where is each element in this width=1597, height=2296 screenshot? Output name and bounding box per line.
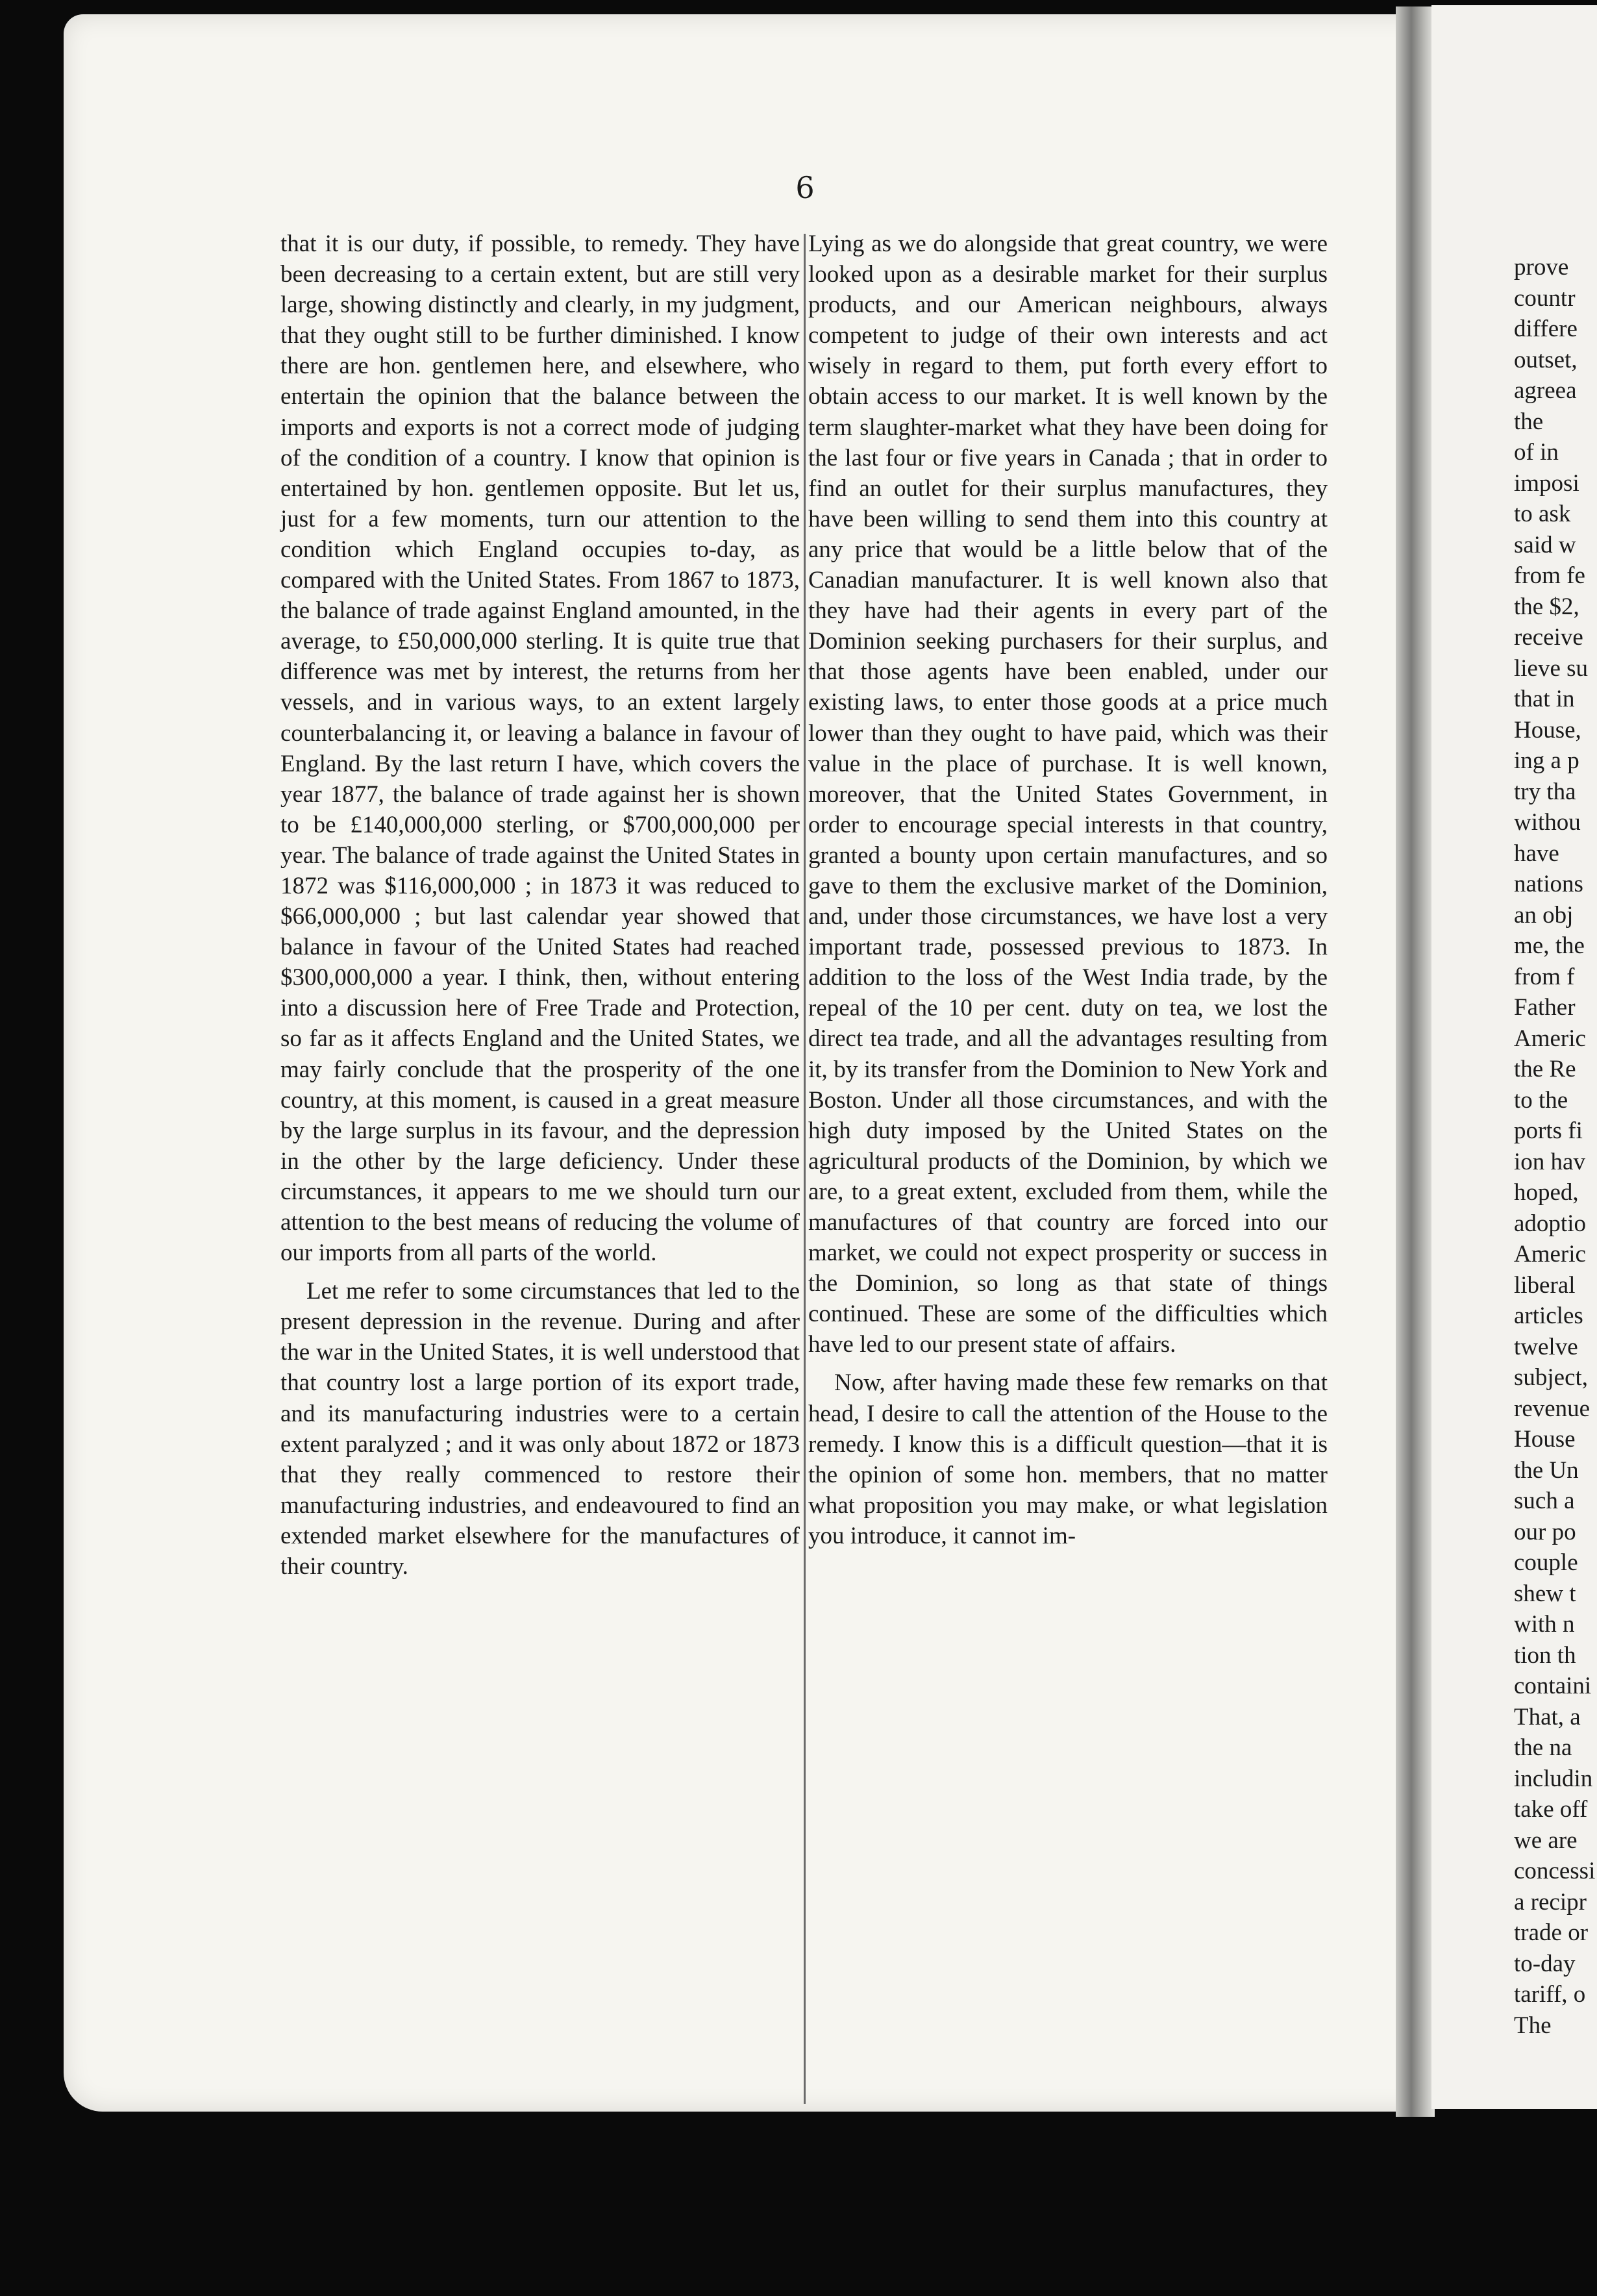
text-line-fragment: hoped, [1514,1179,1579,1206]
text-line-fragment: from fe [1514,562,1585,589]
text-line-fragment: articles [1514,1303,1583,1329]
text-line-fragment: receive [1514,624,1583,651]
text-line-fragment: containi [1514,1673,1592,1699]
text-line-fragment: That, a [1514,1703,1581,1730]
text-line-fragment: liberal [1514,1271,1576,1299]
text-line-fragment: differe [1514,316,1578,342]
text-line-fragment: trade or [1514,1919,1589,1946]
text-line-fragment: House, [1514,716,1581,743]
book-gutter [1396,6,1435,2117]
text-line-fragment: to-day [1514,1950,1576,1977]
text-line-fragment: nations [1514,871,1583,897]
paragraph: that it is our duty, if possible, to remedy. They have been decreasing to a certain extent, but are still very large, showing distinctly and clearly, in my judgment, that they ought still to be further diminished. I know there are hon. gentlemen here, and elsewhere, who entertain the opinion that the balance between the imports and exports is not a correct mode of judging of the condition of a country. I know that opinion is entertained by hon. gentlemen opposite. But let us, just for a few moments, turn our attention to the condition which England occupies to-day, as compared with the United States. From 1867 to 1873, the balance of trade against England amounted, in the average, to £50,000,000 sterling. It is quite true that difference was met by interest, the returns from her vessels, and in various ways, to an extent largely counterbalancing it, or leaving a balance in favour of England. By the last return I have, which covers the year 1877, the balance of trade against her is shown to be £140,000,000 sterling, or $700,000,000 per year. The balance of trade against the United States in 1872 was $116,000,000 ; in 1873 it was reduced to $66,000,000 ; but last calendar year showed that balance in favour of the United States had reached $300,000,000 a year. I think, then, without entering into a discussion here of Free Trade and Protection, so far as it affects England and the United States, we may fairly conclude that the prosperity of the one country, at this moment, is caused in a great measure by the large surplus in its favour, and the depression in the other by the large deficiency. Under these circumstances, it appears to me we should turn our attention to the best means of reducing the volume of our imports from all parts of the world. [280,231,800,1267]
text-line-fragment: an obj [1514,901,1574,929]
page-number: 6 [795,170,815,205]
text-line-fragment: try tha [1514,778,1576,805]
column-divider [804,234,806,2104]
text-line-fragment: includin [1514,1765,1593,1792]
text-line-fragment: agreea [1514,377,1577,404]
paragraph: Now, after having made these few remarks on that head, I desire to call the attention of the House to the remedy. I know this is a difficult question—that it is the opinion of some hon. members, that no matter what proposition you may make, or what legislation you introduce, it cannot im- [808,1369,1328,1549]
text-line-fragment: adoptio [1514,1210,1586,1237]
text-line-fragment: with n [1514,1611,1575,1638]
text-line-fragment: the [1514,408,1544,435]
text-line-fragment: have [1514,840,1559,867]
text-line-fragment: we are [1514,1827,1578,1854]
text-line-fragment: The [1514,2012,1552,2039]
text-line-fragment: twelve [1514,1333,1578,1360]
text-line-fragment: withou [1514,809,1581,836]
paragraph: Let me refer to some circumstances that led to the present depression in the revenue. During and after the war in the United States, it is well understood that that country lost a large portion of its export trade, and its manufacturing industries were to a certain extent paralyzed ; and it was only about 1872 or 1873 that they really commenced to restore their manufacturing industries, and endeavoured to find an extended market elsewhere for the manufactures of their country. [280,1278,800,1580]
text-line-fragment: imposi [1514,469,1579,497]
text-line-fragment: from f [1514,963,1575,990]
text-line-fragment: shew t [1514,1580,1576,1607]
text-line-fragment: Americ [1514,1241,1586,1267]
text-line-fragment: the $2, [1514,593,1579,620]
text-line-fragment: countr [1514,284,1576,312]
paragraph: Lying as we do alongside that great country, we were looked upon as a desirable market for their surplus products, and our American neighbours, always competent to judge of their own interests and act wisely in regard to them, put forth every effort to obtain access to our market. It is well known by the term slaughter-market what they have been doing for the last four or five years in Canada ; that in order to find an outlet for their surplus manufactures, they have been willing to send them into this country at any price that would be a little below that of the Canadian manufacturer. It is well known also that they have had their agents in every part of the Dominion seeking purchasers for their surplus, and that those agents have been enabled, under our existing laws, to enter those goods at a price much lower than they ought to have paid, which was their value in the place of purchase. It is well known, moreover, that the United States Government, in order to encourage special interests in that country, granted a bounty upon certain manufactures, and so gave to them the exclusive market of the Dominion, and, under those circumstances, we have lost a very important trade, possessed previous to 1873. In addition to the loss of the West India trade, by the repeal of the 10 per cent. duty on tea, we lost the direct tea trade, and all the advantages resulting from it, by its transfer from the Dominion to New York and Boston. Under all those circumstances, and with the high duty imposed by the United States on the agricultural products of the Dominion, by which we are, to a great extent, excluded from them, while the manufactures of that country are forced into our market, we could not expect prosperity or success in the Dominion, so long as that state of things continued. These are some of the difficulties which have led to our present state of affairs. [808,231,1328,1358]
text-line-fragment: our po [1514,1518,1576,1545]
text-line-fragment: tariff, o [1514,1981,1586,2008]
text-column-left [280,229,800,1582]
text-line-fragment: ion hav [1514,1148,1585,1175]
text-line-fragment: House [1514,1426,1576,1453]
text-line-fragment: to the [1514,1086,1568,1114]
text-line-fragment: the na [1514,1734,1572,1761]
text-line-fragment: to ask [1514,501,1571,527]
text-line-fragment: Father [1514,994,1576,1021]
text-line-fragment: take off [1514,1796,1588,1823]
text-line-fragment: the Un [1514,1456,1579,1484]
text-line-fragment: the Re [1514,1056,1576,1082]
text-line-fragment: ports fi [1514,1117,1583,1144]
text-line-fragment: me, the [1514,932,1585,959]
text-column-middle [808,229,1328,1551]
text-line-fragment: Americ [1514,1025,1586,1052]
text-line-fragment: tion th [1514,1641,1576,1669]
text-line-fragment: outset, [1514,346,1578,373]
text-line-fragment: a recipr [1514,1888,1587,1915]
text-line-fragment: that in [1514,686,1575,712]
text-line-fragment: prove [1514,254,1569,281]
text-line-fragment: couple [1514,1549,1578,1576]
text-column-right-cropped [1514,252,1597,2041]
text-line-fragment: such a [1514,1488,1575,1514]
text-line-fragment: said w [1514,531,1576,558]
text-line-fragment: lieve su [1514,655,1589,682]
text-line-fragment: ing a p [1514,747,1579,774]
text-line-fragment: subject, [1514,1364,1589,1391]
text-line-fragment: revenue [1514,1395,1591,1422]
text-line-fragment: of in [1514,439,1559,466]
text-line-fragment: concessi [1514,1858,1596,1884]
